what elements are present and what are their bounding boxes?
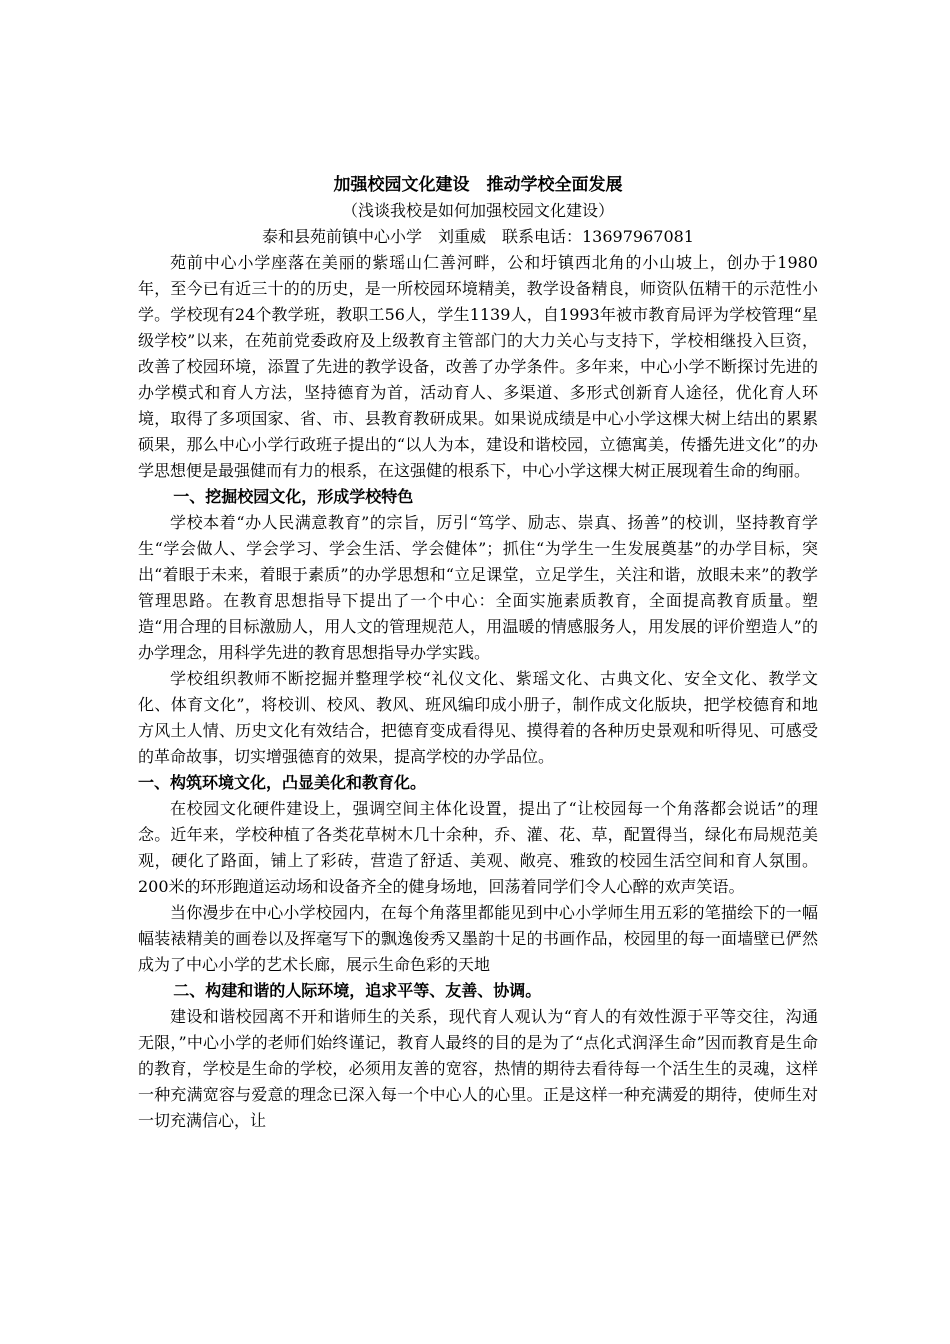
author-line: 泰和县苑前镇中心小学 刘重威 联系电话：13697967081 xyxy=(262,227,694,246)
section-heading-1: 一、挖掘校园文化，形成学校特色 xyxy=(173,487,414,506)
intro-paragraph: 苑前中心小学座落在美丽的紫瑶山仁善河畔，公和圩镇西北角的小山坡上，创办于1980年，至今已有近三十的的历史，是一所校园环境精美，教学设备精良，师资队伍精干的示范性小学。学校现有24个教学班，教职工56人，学生1139人，自1993年被市教育局评为学校管理“星级学校”以来，在苑前党委政府及上级教育主管部门的大力关心与支持下，学校相继投入巨资，改善了校园环境，添置了先进的教学设备，改善了办学条件。多年来，中心小学不断探讨先进的办学模式和育人方法，坚持德育为首，活动育人、多渠道、多形式创新育人途径，优化育人环境，取得了多项国家、省、市、县教育教研成果。如果说成绩是中心小学这棵大树上结出的累累硕果，那么中心小学行政班子提出的“以人为本，建设和谐校园，立德寓美，传播先进文化”的办学思想便是最强健而有力的根系，在这强健的根系下，中心小学这棵大树正展现着生命的绚丽。 xyxy=(138,253,818,480)
section-2-paragraph-2: 当你漫步在中心小学校园内，在每个角落里都能见到中心小学师生用五彩的笔描绘下的一幅幅装裱精美的画卷以及挥毫写下的飘逸俊秀又墨韵十足的书画作品，校园里的每一面墙壁已俨然成为了中心小学的艺术长廊，展示生命色彩的天地 xyxy=(138,903,818,974)
document-subtitle: （浅谈我校是如何加强校园文化建设） xyxy=(341,201,614,220)
document-title: 加强校园文化建设 推动学校全面发展 xyxy=(333,175,623,195)
section-3-paragraph-1: 建设和谐校园离不开和谐师生的关系，现代育人观认为“育人的有效性源于平等交往，沟通无限，”中心小学的老师们始终谨记，教育人最终的目的是为了“点化式润泽生命”因而教育是生命的教育，学校是生命的学校，必须用友善的宽容，热情的期待去看待每一个活生生的灵魂，这样一种充满宽容与爱意的理念已深入每一个中心人的心里。正是这样一种充满爱的期待，使师生对一切充满信心，让 xyxy=(138,1007,818,1130)
document-page xyxy=(138,172,818,1134)
section-1-paragraph-1: 学校本着“办人民满意教育”的宗旨，厉引“笃学、励志、崇真、扬善”的校训，坚持教育学生“学会做人、学会学习、学会生活、学会健体”；抓住“为学生一生发展奠基”的办学目标，突出“着眼于未来，着眼于素质”的办学思想和“立足课堂，立足学生，关注和谐，放眼未来”的教学管理思路。在教育思想指导下提出了一个中心：全面实施素质教育，全面提高教育质量。塑造“用合理的目标激励人，用人文的管理规范人，用温暖的情感服务人，用发展的评价塑造人”的办学理念，用科学先进的教育思想指导办学实践。 xyxy=(138,513,818,662)
section-heading-3: 二、构建和谐的人际环境，追求平等、友善、协调。 xyxy=(173,981,542,1000)
section-2-paragraph-1: 在校园文化硬件建设上，强调空间主体化设置，提出了“让校园每一个角落都会说话”的理念。近年来，学校种植了各类花草树木几十余种，乔、灌、花、草，配置得当，绿化布局规范美观，硬化了路面，铺上了彩砖，营造了舒适、美观、敞亮、雅致的校园生活空间和育人氛围。200米的环形跑道运动场和设备齐全的健身场地，回荡着同学们令人心醉的欢声笑语。 xyxy=(138,799,818,896)
section-1-paragraph-2: 学校组织教师不断挖掘并整理学校“礼仪文化、紫瑶文化、古典文化、安全文化、教学文化、体育文化”，将校训、校风、教风、班风编印成小册子，制作成文化版块，把学校德育和地方风土人情、历史文化有效结合，把德育变成看得见、摸得着的各种历史景观和听得见、可感受的革命故事，切实增强德育的效果，提高学校的办学品位。 xyxy=(138,669,818,766)
section-heading-2: 一、构筑环境文化，凸显美化和教育化。 xyxy=(138,773,427,792)
